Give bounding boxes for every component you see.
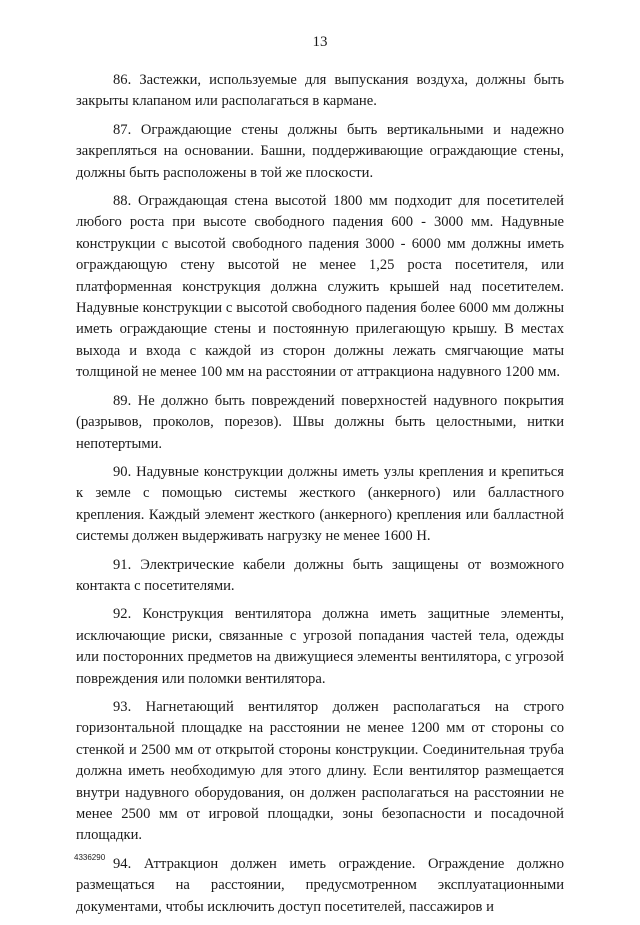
paragraph-91: 91. Электрические кабели должны быть защищены от возможного контакта с посетителями. (76, 556, 564, 594)
document-body (76, 70, 564, 925)
page-number: 13 (312, 34, 328, 50)
paragraph-88: 88. Ограждающая стена высотой 1800 мм подходит для посетителей любого роста при высоте свободного падения 600 - 3000 мм. Надувные конструкции с высотой свободного падения 3000 - 6000 мм должны иметь ограждающую стену высотой не менее 1,25 роста посетителя, или платформенная конструкция должна служить крышей над посетителем. Надувные конструкции с высотой свободного падения более 6000 мм должны иметь ограждающие стены и постоянную прилегающую крышу. В местах выхода и входа с каждой из сторон должны лежать смягчающие маты толщиной не менее 100 мм на расстоянии от аттракциона надувного 1200 мм. (76, 193, 564, 381)
document-code: 4336290 (74, 853, 106, 862)
paragraph-90: 90. Надувные конструкции должны иметь узлы крепления и крепиться к земле с помощью системы жесткого (анкерного) или балластного крепления. Каждый элемент жесткого (анкерного) крепления или балластной системы должен выдерживать нагрузку не менее 1600 Н. (76, 463, 564, 545)
paragraph-86: 86. Застежки, используемые для выпускания воздуха, должны быть закрыты клапаном или располагаться в кармане. (76, 72, 564, 110)
paragraph-92: 92. Конструкция вентилятора должна иметь защитные элементы, исключающие риски, связанные с угрозой попадания частей тела, одежды или посторонних предметов на движущиеся элементы вентилятора, с угрозой повреждения или поломки вентилятора. (76, 606, 564, 687)
paragraph-93: 93. Нагнетающий вентилятор должен располагаться на строго горизонтальной площадке на расстоянии не менее 1200 мм от стороны со стенкой и 2500 мм от открытой стороны конструкции. Соединительная труба должна иметь необходимую для этого длину. Если вентилятор размещается внутри надувного оборудования, он должен располагаться на расстоянии не менее 2500 мм от игровой площадки, зоны безопасности и посадочной площадки. (76, 698, 564, 844)
paragraph-94: 94. Аттракцион должен иметь ограждение. Ограждение должно размещаться на расстоянии, предусмотренном эксплуатационными документами, чтобы исключить доступ посетителей, пассажиров и (76, 855, 564, 915)
paragraph-87: 87. Ограждающие стены должны быть вертикальными и надежно закрепляться на основании. Башни, поддерживающие ограждающие стены, должны быть расположены в той же плоскости. (76, 121, 564, 181)
paragraph-89: 89. Не должно быть повреждений поверхностей надувного покрытия (разрывов, проколов, порезов). Швы должны быть целостными, нитки непотертыми. (76, 392, 564, 452)
